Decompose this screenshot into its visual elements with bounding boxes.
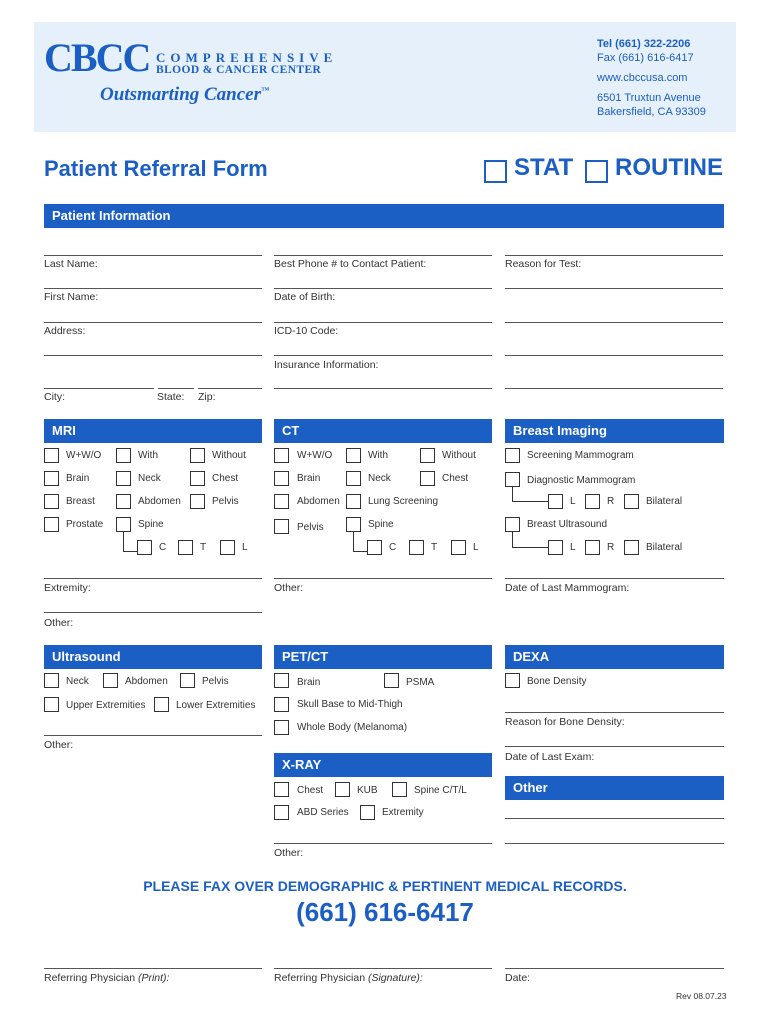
ct-chest-checkbox[interactable] [420,471,435,486]
first-name-label: First Name: [44,291,99,303]
mri-neck-label: Neck [138,473,161,484]
us-pelvis-checkbox[interactable] [180,673,195,688]
mri-brain-label: Brain [66,473,90,484]
mri-spine-connector [123,532,138,552]
referring-physician-signature-field[interactable] [274,968,492,969]
routine-label: ROUTINE [615,154,723,181]
pet-skull-base-label: Skull Base to Mid-Thigh [297,699,403,710]
ct-brain-checkbox[interactable] [274,471,289,486]
logo-cbcc: CBCC [44,35,150,80]
date-label: Date: [505,972,531,984]
tagline: Outsmarting Cancer™ [100,84,270,105]
phone-label: Best Phone # to Contact Patient: [274,258,427,270]
last-name-label: Last Name: [44,258,98,270]
us-pelvis-label: Pelvis [202,676,229,687]
xray-header: X-RAY [274,753,492,777]
phone-field[interactable] [274,255,492,256]
last-mammogram-field[interactable] [505,578,724,579]
xray-extremity-label: Extremity [382,807,424,818]
ct-neck-label: Neck [368,473,391,484]
xray-abd-series-label: ABD Series [297,807,349,818]
contact-fax: Fax (661) 616-6417 [597,52,694,64]
contact-web: www.cbccusa.com [597,72,688,84]
diagnostic-r-checkbox[interactable] [585,494,600,509]
mri-other-field[interactable] [44,612,262,613]
ct-spine-checkbox[interactable] [346,517,361,532]
ct-wwo-label: W+W/O [297,450,333,461]
ct-lung-screening-checkbox[interactable] [346,494,361,509]
xray-kub-checkbox[interactable] [335,782,350,797]
mri-wwo-checkbox[interactable] [44,448,59,463]
ct-neck-checkbox[interactable] [346,471,361,486]
pet-skull-base-checkbox[interactable] [274,697,289,712]
pet-psma-label: PSMA [406,677,435,688]
mri-with-label: With [138,450,158,461]
us-upper-extremities-checkbox[interactable] [44,697,59,712]
ct-pelvis-label: Pelvis [297,522,324,533]
diagnostic-r-label: R [607,496,615,507]
ct-chest-label: Chest [442,473,469,484]
routine-checkbox[interactable] [585,160,608,183]
state-label: State: [157,391,185,403]
ct-spine-l-label: L [473,542,479,553]
us-lower-extremities-checkbox[interactable] [154,697,169,712]
mri-spine-t-checkbox[interactable] [178,540,193,555]
xray-chest-checkbox[interactable] [274,782,289,797]
us-other-field[interactable] [44,735,262,736]
xray-kub-label: KUB [357,785,378,796]
diagnostic-bilateral-checkbox[interactable] [624,494,639,509]
diagnostic-mammogram-label: Diagnostic Mammogram [527,475,636,486]
mri-extremity-field[interactable] [44,578,262,579]
mri-chest-checkbox[interactable] [190,471,205,486]
dexa-header: DEXA [505,645,724,669]
zip-label: Zip: [198,391,216,403]
pet-brain-checkbox[interactable] [274,673,289,688]
address-field-2[interactable] [44,355,262,356]
mri-spine-t-label: T [200,542,207,553]
ct-without-checkbox[interactable] [420,448,435,463]
last-mammogram-label: Date of Last Mammogram: [505,582,630,594]
us-other-label: Other: [44,739,74,751]
ultrasound-bilateral-label: Bilateral [646,542,683,553]
bone-density-checkbox[interactable] [505,673,520,688]
diagnostic-connector [512,487,549,502]
logo-blood-cancer-center: BLOOD & CANCER CENTER [156,64,322,76]
ct-spine-t-checkbox[interactable] [409,540,424,555]
referring-physician-print-field[interactable] [44,968,262,969]
patient-info-header: Patient Information [44,204,724,228]
ultrasound-header: Ultrasound [44,645,262,669]
contact-address-2: Bakersfield, CA 93309 [597,106,706,118]
reason-line-2[interactable] [505,288,723,289]
reason-field[interactable] [505,255,723,256]
reason-line-3[interactable] [505,322,723,323]
ct-other-field[interactable] [274,578,492,579]
contact-address-1: 6501 Truxtun Avenue [597,92,701,104]
mri-spine-l-checkbox[interactable] [220,540,235,555]
stat-checkbox[interactable] [484,160,507,183]
diagnostic-bilateral-label: Bilateral [646,496,683,507]
ultrasound-l-label: L [570,542,576,553]
icd-label: ICD-10 Code: [274,325,339,337]
mri-brain-checkbox[interactable] [44,471,59,486]
city-field[interactable] [44,388,154,389]
bone-density-label: Bone Density [527,676,587,687]
city-label: City: [44,391,65,403]
pet-psma-checkbox[interactable] [384,673,399,688]
ct-abdomen-checkbox[interactable] [274,494,289,509]
mri-chest-label: Chest [212,473,239,484]
ct-abdomen-label: Abdomen [297,496,340,507]
address-label: Address: [44,325,86,337]
mri-spine-c-label: C [159,542,167,553]
last-exam-field[interactable] [505,746,724,747]
mri-pelvis-checkbox[interactable] [190,494,205,509]
us-neck-checkbox[interactable] [44,673,59,688]
xray-other-label: Other: [274,847,304,859]
dob-field[interactable] [274,288,492,289]
ct-with-label: With [368,450,388,461]
petct-header: PET/CT [274,645,492,669]
mri-header: MRI [44,419,262,443]
other-header: Other [505,776,724,800]
date-field[interactable] [505,968,724,969]
referring-physician-print-label: Referring Physician (Print): [44,972,170,984]
us-lower-extremities-label: Lower Extremities [176,700,256,711]
xray-extremity-checkbox[interactable] [360,805,375,820]
insurance-field[interactable] [274,355,492,356]
xray-spine-checkbox[interactable] [392,782,407,797]
other-field-1[interactable] [505,818,724,819]
ct-spine-c-label: C [389,542,397,553]
diagnostic-l-label: L [570,496,576,507]
last-name-field[interactable] [44,255,262,256]
insurance-field-2[interactable] [274,388,492,389]
bone-density-reason-field[interactable] [505,712,724,713]
ultrasound-connector [512,532,549,548]
diagnostic-mammogram-checkbox[interactable] [505,472,520,487]
ct-header: CT [274,419,492,443]
mri-without-label: Without [212,450,246,461]
ct-without-label: Without [442,450,476,461]
mri-abdomen-checkbox[interactable] [116,494,131,509]
reason-line-4[interactable] [505,355,723,356]
screening-mammogram-checkbox[interactable] [505,448,520,463]
last-exam-label: Date of Last Exam: [505,751,595,763]
icd-field[interactable] [274,322,492,323]
diagnostic-l-checkbox[interactable] [548,494,563,509]
mri-extremity-label: Extremity: [44,582,91,594]
mri-spine-c-checkbox[interactable] [137,540,152,555]
ultrasound-r-checkbox[interactable] [585,540,600,555]
bone-density-reason-label: Reason for Bone Density: [505,716,625,728]
screening-mammogram-label: Screening Mammogram [527,450,634,461]
xray-abd-series-checkbox[interactable] [274,805,289,820]
ct-lung-screening-label: Lung Screening [368,496,439,507]
contact-tel: Tel (661) 322-2206 [597,38,691,50]
referring-physician-signature-label: Referring Physician (Signature): [274,972,423,984]
zip-field[interactable] [198,388,262,389]
ultrasound-l-checkbox[interactable] [548,540,563,555]
mri-spine-label: Spine [138,519,164,530]
xray-other-field[interactable] [274,843,492,844]
ct-spine-label: Spine [368,519,394,530]
ultrasound-r-label: R [607,542,615,553]
breast-ultrasound-label: Breast Ultrasound [527,519,608,530]
fax-number: (661) 616-6417 [296,897,474,927]
mri-with-checkbox[interactable] [116,448,131,463]
first-name-field[interactable] [44,288,262,289]
ct-other-label: Other: [274,582,304,594]
us-abdomen-checkbox[interactable] [103,673,118,688]
ct-spine-t-label: T [431,542,438,553]
reason-line-5[interactable] [505,388,723,389]
fax-instruction: PLEASE FAX OVER DEMOGRAPHIC & PERTINENT MEDICAL RECORDS. [143,878,627,894]
mri-abdomen-label: Abdomen [138,496,181,507]
logo-comprehensive: COMPREHENSIVE [156,50,338,65]
revision-label: Rev 08.07.23 [676,991,727,1001]
ct-spine-l-checkbox[interactable] [451,540,466,555]
ct-brain-label: Brain [297,473,321,484]
ct-spine-c-checkbox[interactable] [367,540,382,555]
ct-wwo-checkbox[interactable] [274,448,289,463]
pet-brain-label: Brain [297,677,321,688]
us-neck-label: Neck [66,676,89,687]
ct-pelvis-checkbox[interactable] [274,519,289,534]
other-field-2[interactable] [505,843,724,844]
pet-whole-body-checkbox[interactable] [274,720,289,735]
mri-spine-checkbox[interactable] [116,517,131,532]
mri-spine-l-label: L [242,542,248,553]
mri-wwo-label: W+W/O [66,450,102,461]
mri-without-checkbox[interactable] [190,448,205,463]
mri-neck-checkbox[interactable] [116,471,131,486]
breast-imaging-header: Breast Imaging [505,419,724,443]
xray-chest-label: Chest [297,785,324,796]
ct-spine-connector [353,532,368,552]
mri-breast-checkbox[interactable] [44,494,59,509]
reason-label: Reason for Test: [505,258,582,270]
pet-whole-body-label: Whole Body (Melanoma) [297,722,408,733]
ultrasound-bilateral-checkbox[interactable] [624,540,639,555]
address-field[interactable] [44,322,262,323]
mri-prostate-label: Prostate [66,519,104,530]
page-title: Patient Referral Form [44,156,268,181]
stat-label: STAT [514,154,574,181]
mri-prostate-checkbox[interactable] [44,517,59,532]
us-abdomen-label: Abdomen [125,676,168,687]
xray-spine-label: Spine C/T/L [414,785,467,796]
insurance-label: Insurance Information: [274,359,379,371]
breast-ultrasound-checkbox[interactable] [505,517,520,532]
mri-pelvis-label: Pelvis [212,496,239,507]
us-upper-extremities-label: Upper Extremities [66,700,146,711]
ct-with-checkbox[interactable] [346,448,361,463]
state-field[interactable] [158,388,194,389]
dob-label: Date of Birth: [274,291,336,303]
mri-breast-label: Breast [66,496,95,507]
mri-other-label: Other: [44,617,74,629]
